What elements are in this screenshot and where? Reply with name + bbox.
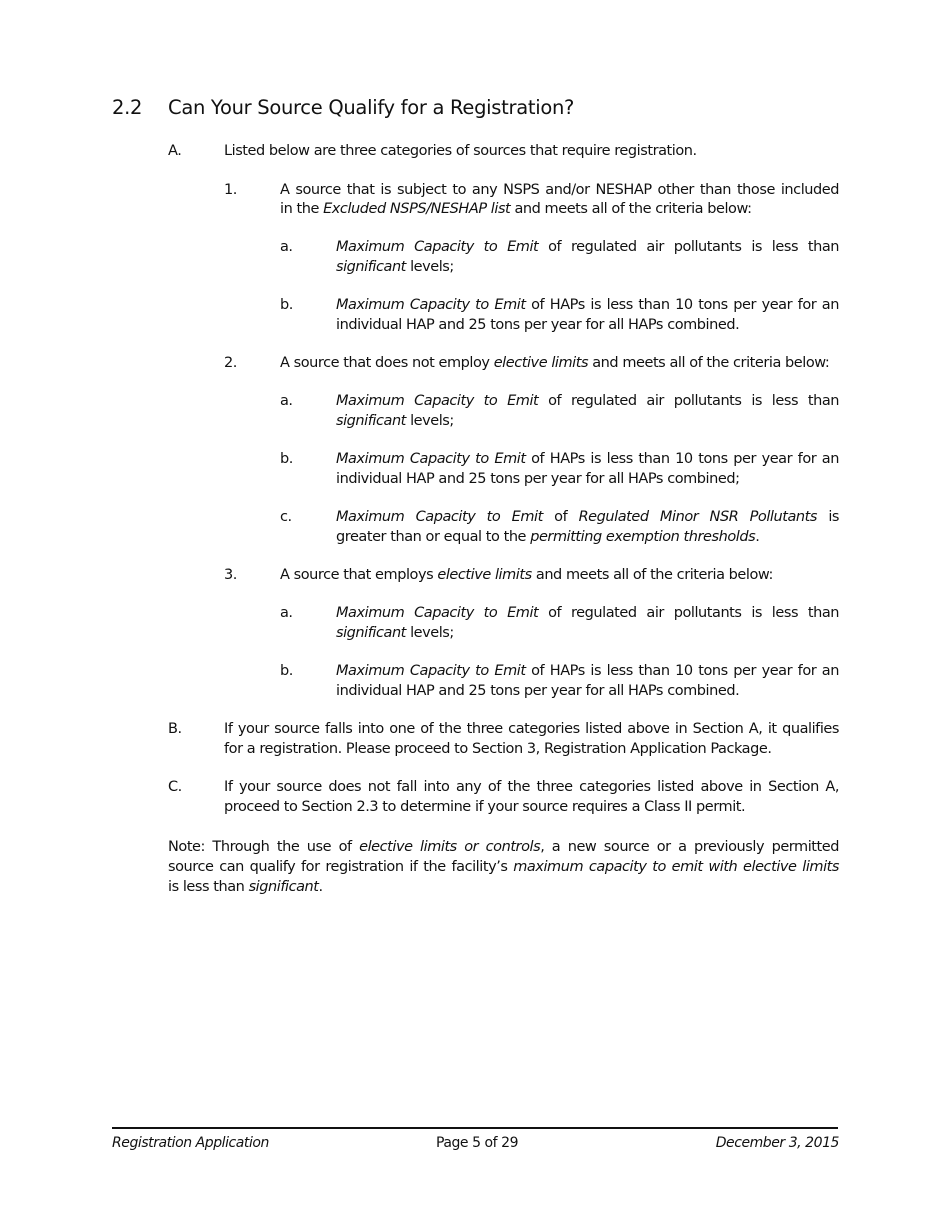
category-1-number: 1. <box>224 182 237 198</box>
item-a-marker: A. <box>168 143 182 159</box>
category-1-a-line2: significant levels; <box>336 259 454 275</box>
item-b-marker: B. <box>168 721 182 737</box>
footer-page-number: Page 5 of 29 <box>436 1135 519 1151</box>
note-line1: Note: Through the use of elective limits or controls, a new source or a previously permitted <box>168 839 839 855</box>
category-3-b-line1: Maximum Capacity to Emit of HAPs is less than 10 tons per year for an <box>336 663 839 679</box>
section-number: 2.2 <box>112 96 143 119</box>
category-3-a-marker: a. <box>280 605 293 621</box>
category-3-text: A source that employs elective limits and meets all of the criteria below: <box>280 567 773 583</box>
category-3-b-line2: individual HAP and 25 tons per year for all HAPs combined. <box>336 683 740 699</box>
note-line2: source can qualify for registration if the facility’s maximum capacity to emit with elective limits <box>168 859 839 875</box>
category-2-c-marker: c. <box>280 509 292 525</box>
category-2-a-line1: Maximum Capacity to Emit of regulated air pollutants is less than <box>336 393 839 409</box>
note-line3: is less than significant. <box>168 879 323 895</box>
category-3-a-line2: significant levels; <box>336 625 454 641</box>
category-2-b-line2: individual HAP and 25 tons per year for all HAPs combined; <box>336 471 740 487</box>
category-3-number: 3. <box>224 567 237 583</box>
category-3-b-marker: b. <box>280 663 293 679</box>
category-2-c-line2: greater than or equal to the permitting exemption thresholds. <box>336 529 760 545</box>
footer-divider <box>112 1127 838 1129</box>
category-2-c-line1: Maximum Capacity to Emit of Regulated Minor NSR Pollutants is <box>336 509 840 525</box>
category-2-text: A source that does not employ elective limits and meets all of the criteria below: <box>280 355 830 371</box>
item-b-line2: for a registration. Please proceed to Section 3, Registration Application Package. <box>224 741 772 757</box>
category-3-a-line1: Maximum Capacity to Emit of regulated air pollutants is less than <box>336 605 839 621</box>
footer-document-title: Registration Application <box>112 1135 269 1151</box>
category-1-a-line1: Maximum Capacity to Emit of regulated air pollutants is less than <box>336 239 839 255</box>
item-b-line1: If your source falls into one of the three categories listed above in Section A, it qualifies <box>224 721 839 737</box>
category-2-b-line1: Maximum Capacity to Emit of HAPs is less than 10 tons per year for an <box>336 451 839 467</box>
category-2-number: 2. <box>224 355 237 371</box>
category-1-b-line1: Maximum Capacity to Emit of HAPs is less than 10 tons per year for an <box>336 297 839 313</box>
footer-date: December 3, 2015 <box>715 1135 839 1151</box>
category-1-b-marker: b. <box>280 297 293 313</box>
category-1-line1: A source that is subject to any NSPS and/or NESHAP other than those included <box>280 182 839 198</box>
category-1-line2: in the Excluded NSPS/NESHAP list and meets all of the criteria below: <box>280 201 752 217</box>
item-a-text: Listed below are three categories of sources that require registration. <box>224 143 697 159</box>
section-title: Can Your Source Qualify for a Registration? <box>168 96 575 119</box>
item-c-line1: If your source does not fall into any of the three categories listed above in Section A, <box>224 779 839 795</box>
category-1-a-marker: a. <box>280 239 293 255</box>
item-c-line2: proceed to Section 2.3 to determine if your source requires a Class II permit. <box>224 799 746 815</box>
category-2-b-marker: b. <box>280 451 293 467</box>
category-2-a-marker: a. <box>280 393 293 409</box>
category-2-a-line2: significant levels; <box>336 413 454 429</box>
item-c-marker: C. <box>168 779 182 795</box>
category-1-b-line2: individual HAP and 25 tons per year for all HAPs combined. <box>336 317 740 333</box>
